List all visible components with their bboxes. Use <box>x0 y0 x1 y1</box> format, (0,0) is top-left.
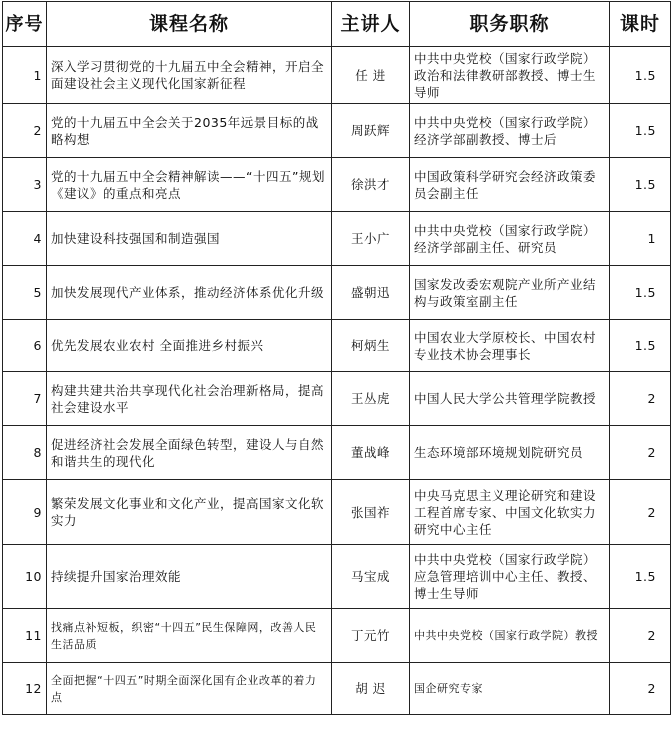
table-row <box>3 212 671 266</box>
course-hours: 1.5 <box>610 266 671 320</box>
speaker-name: 张国祚 <box>332 480 410 545</box>
course-name: 持续提升国家治理效能 <box>47 545 332 609</box>
speaker-name: 周跃辉 <box>332 104 410 158</box>
course-hours: 1.5 <box>610 320 671 372</box>
course-hours: 2 <box>610 663 671 715</box>
course-hours: 2 <box>610 426 671 480</box>
speaker-title: 中共中央党校（国家行政学院）政治和法律教研部教授、博士生导师 <box>410 47 610 104</box>
header-speaker: 主讲人 <box>332 2 410 47</box>
course-table <box>2 1 671 715</box>
speaker-name: 徐洪才 <box>332 158 410 212</box>
speaker-title: 国家发改委宏观院产业所产业结构与政策室副主任 <box>410 266 610 320</box>
header-job-title: 职务职称 <box>410 2 610 47</box>
speaker-name: 王小广 <box>332 212 410 266</box>
row-number: 7 <box>3 372 47 426</box>
row-number: 3 <box>3 158 47 212</box>
speaker-title: 国企研究专家 <box>410 663 610 715</box>
table-row <box>3 266 671 320</box>
table-row <box>3 158 671 212</box>
speaker-title: 中国农业大学原校长、中国农村专业技术协会理事长 <box>410 320 610 372</box>
speaker-name: 任 进 <box>332 47 410 104</box>
speaker-title: 中共中央党校（国家行政学院）应急管理培训中心主任、教授、博士生导师 <box>410 545 610 609</box>
row-number: 5 <box>3 266 47 320</box>
course-hours: 1 <box>610 212 671 266</box>
table-row <box>3 426 671 480</box>
table-row <box>3 47 671 104</box>
speaker-name: 柯炳生 <box>332 320 410 372</box>
course-name: 党的十九届五中全会关于2035年远景目标的战略构想 <box>47 104 332 158</box>
course-name: 促进经济社会发展全面绿色转型，建设人与自然和谐共生的现代化 <box>47 426 332 480</box>
course-hours: 1.5 <box>610 104 671 158</box>
speaker-name: 胡 迟 <box>332 663 410 715</box>
row-number: 4 <box>3 212 47 266</box>
course-name: 深入学习贯彻党的十九届五中全会精神，开启全面建设社会主义现代化国家新征程 <box>47 47 332 104</box>
course-hours: 1.5 <box>610 47 671 104</box>
row-number: 12 <box>3 663 47 715</box>
course-name: 找痛点补短板，织密“十四五”民生保障网，改善人民生活品质 <box>47 609 332 663</box>
speaker-name: 盛朝迅 <box>332 266 410 320</box>
header-hours: 课时 <box>610 2 671 47</box>
speaker-title: 中央马克思主义理论研究和建设工程首席专家、中国文化软实力研究中心主任 <box>410 480 610 545</box>
course-hours: 2 <box>610 609 671 663</box>
course-name: 加快建设科技强国和制造强国 <box>47 212 332 266</box>
course-hours: 2 <box>610 372 671 426</box>
speaker-title: 生态环境部环境规划院研究员 <box>410 426 610 480</box>
header-seq: 序号 <box>3 2 47 47</box>
table-row <box>3 609 671 663</box>
row-number: 10 <box>3 545 47 609</box>
table-row <box>3 104 671 158</box>
speaker-title: 中共中央党校（国家行政学院）经济学部副教授、博士后 <box>410 104 610 158</box>
table-row <box>3 320 671 372</box>
speaker-title: 中共中央党校（国家行政学院）经济学部副主任、研究员 <box>410 212 610 266</box>
speaker-name: 马宝成 <box>332 545 410 609</box>
speaker-title: 中国政策科学研究会经济政策委员会副主任 <box>410 158 610 212</box>
table-row <box>3 663 671 715</box>
row-number: 8 <box>3 426 47 480</box>
course-name: 构建共建共治共享现代化社会治理新格局，提高社会建设水平 <box>47 372 332 426</box>
table-row <box>3 480 671 545</box>
speaker-name: 董战峰 <box>332 426 410 480</box>
course-name: 全面把握“十四五”时期全面深化国有企业改革的着力点 <box>47 663 332 715</box>
course-hours: 2 <box>610 480 671 545</box>
row-number: 2 <box>3 104 47 158</box>
course-hours: 1.5 <box>610 545 671 609</box>
speaker-name: 丁元竹 <box>332 609 410 663</box>
course-hours: 1.5 <box>610 158 671 212</box>
course-name: 加快发展现代产业体系，推动经济体系优化升级 <box>47 266 332 320</box>
header-course-name: 课程名称 <box>47 2 332 47</box>
speaker-title: 中共中央党校（国家行政学院）教授 <box>410 609 610 663</box>
speaker-name: 王丛虎 <box>332 372 410 426</box>
table-row <box>3 372 671 426</box>
course-name: 繁荣发展文化事业和文化产业，提高国家文化软实力 <box>47 480 332 545</box>
speaker-title: 中国人民大学公共管理学院教授 <box>410 372 610 426</box>
row-number: 1 <box>3 47 47 104</box>
row-number: 11 <box>3 609 47 663</box>
row-number: 9 <box>3 480 47 545</box>
table-header-row <box>3 2 671 47</box>
row-number: 6 <box>3 320 47 372</box>
course-name: 党的十九届五中全会精神解读——“十四五”规划《建议》的重点和亮点 <box>47 158 332 212</box>
course-name: 优先发展农业农村 全面推进乡村振兴 <box>47 320 332 372</box>
table-row <box>3 545 671 609</box>
